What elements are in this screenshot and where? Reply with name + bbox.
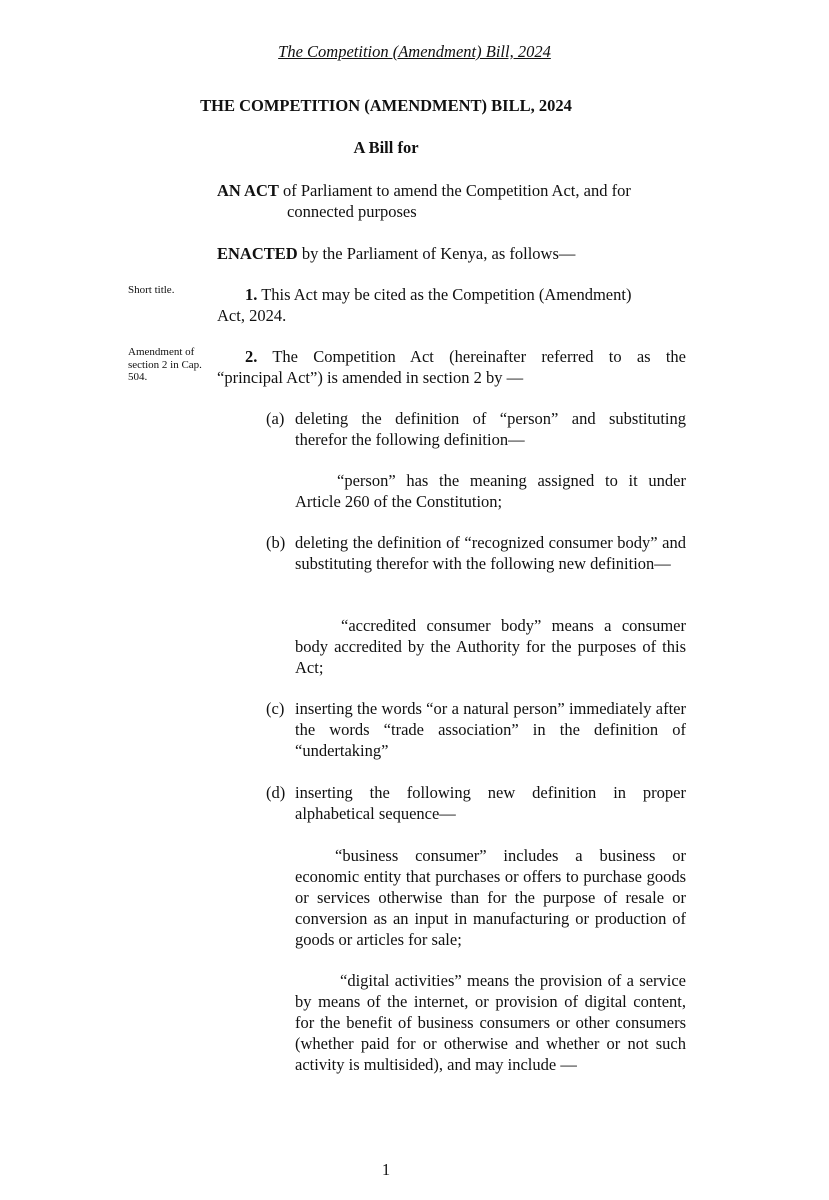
- act-text: of Parliament to amend the Competition Act, and for: [278, 181, 631, 200]
- enacted-bold: ENACTED: [217, 244, 298, 263]
- running-header: The Competition (Amendment) Bill, 2024: [278, 42, 551, 61]
- para-b-text: deleting the definition of “recognized consumer body” and substituting therefor with the following new definition—: [295, 533, 686, 573]
- para-b-label: (b): [266, 533, 286, 552]
- section-2-line-1: 2. The Competition Act (hereinafter referred to as the: [245, 347, 686, 366]
- definition-business-consumer: “business consumer” includes a business or economic entity that purchases or offers to purchase goods or services otherwise than for the purpose of resale or conversion as an input in manufacturing or production of goods or articles for sale;: [295, 846, 686, 949]
- para-c-label: (c): [266, 699, 285, 718]
- para-a-text: deleting the definition of “person” and substituting therefor the following definition—: [295, 409, 686, 449]
- section-2-line-2: “principal Act”) is amended in section 2 by —: [217, 368, 524, 387]
- act-bold: AN ACT: [217, 181, 279, 200]
- margin-note-short-title: Short title.: [128, 284, 175, 296]
- para-b-definition: “accredited consumer body” means a consumer body accredited by the Authority for the purposes of this Act;: [295, 616, 686, 677]
- para-a-label: (a): [266, 409, 285, 428]
- para-a-definition: “person” has the meaning assigned to it under Article 260 of the Constitution;: [295, 471, 686, 511]
- section-1-line-1: 1. This Act may be cited as the Competition (Amendment): [245, 285, 632, 304]
- definition-digital-activities: “digital activities” means the provision of a service by means of the internet, or provision of digital content, for the benefit of business consumers or other consumers (whether paid for or otherwise and whether or not such activity is multisided), and may include —: [295, 971, 686, 1074]
- enacting-clause: [217, 243, 687, 264]
- bill-title: THE COMPETITION (AMENDMENT) BILL, 2024: [200, 96, 572, 115]
- section-1-number: 1.: [245, 285, 258, 304]
- para-d-label: (d): [266, 783, 286, 802]
- para-d-text: inserting the following new definition in proper alphabetical sequence—: [295, 783, 686, 823]
- section-1-line-2: Act, 2024.: [217, 306, 287, 325]
- page-number: 1: [381, 1160, 391, 1179]
- bill-for-heading: A Bill for: [353, 138, 419, 157]
- enacted-text: by the Parliament of Kenya, as follows—: [297, 244, 576, 263]
- act-line-1: [217, 180, 687, 201]
- margin-note-amendment: Amendment of section 2 in Cap. 504.: [128, 346, 202, 383]
- act-line-2: connected purposes: [287, 202, 417, 221]
- para-c-text: inserting the words “or a natural person” immediately after the words “trade association” in the definition of “undertaking”: [295, 699, 686, 760]
- section-2-number: 2.: [245, 347, 258, 366]
